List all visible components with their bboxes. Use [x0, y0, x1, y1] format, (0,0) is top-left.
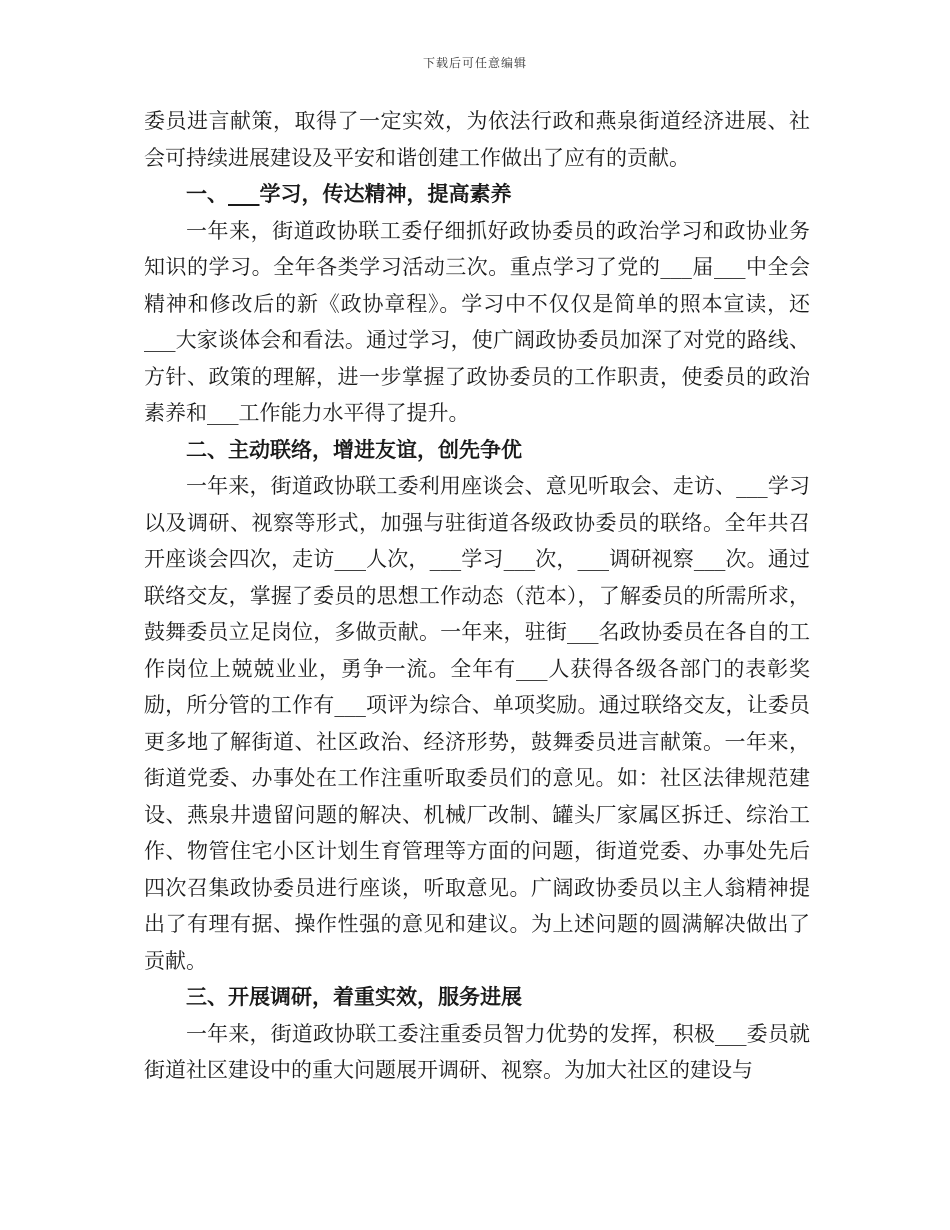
paragraph-study: 一年来，街道政协联工委仔细抓好政协委员的政治学习和政协业务知识的学习。全年各类学习活动三次。重点学习了党的___届___中全会精神和修改后的新《政协章程》。学习中不仅仅是简单的照本宣读，还___大家谈体会和看法。通过学习，使广阔政协委员加深了对党的路线、方针、政策的理解，进一步掌握了政协委员的工作职责，使委员的政治素养和___工作能力水平得了提升。	[144, 218, 810, 425]
section-heading-2: 二、主动联络，增进友谊，创先争优	[186, 436, 522, 462]
document-body	[144, 103, 810, 1089]
paragraph-research: 一年来，街道政协联工委注重委员智力优势的发挥，积极___委员就街道社区建设中的重大问题展开调研、视察。为加大社区的建设与	[144, 1021, 810, 1082]
paragraph-liaison: 一年来，街道政协联工委利用座谈会、意见听取会、走访、___学习以及调研、视察等形式，加强与驻街道各级政协委员的联络。全年共召开座谈会四次，走访___人次，___学习___次，___调研视察___次。通过联络交友，掌握了委员的思想工作动态（范本），了解委员的所需所求，鼓舞委员立足岗位，多做贡献。一年来，驻街___名政协委员在各自的工作岗位上兢兢业业，勇争一流。全年有___人获得各级各部门的表彰奖励，所分管的工作有___项评为综合、单项奖励。通过联络交友，让委员更多地了解街道、社区政治、经济形势，鼓舞委员进言献策。一年来，街道党委、办事处在工作注重听取委员们的意见。如：社区法律规范建设、燕泉井遗留问题的解决、机械厂改制、罐头厂家属区拆迁、综治工作、物管住宅小区计划生育管理等方面的问题，街道党委、办事处先后四次召集政协委员进行座谈，听取意见。广阔政协委员以主人翁精神提出了有理有据、操作性强的意见和建议。为上述问题的圆满解决做出了贡献。	[144, 474, 810, 973]
section-heading-1: 一、___学习，传达精神，提高素养	[186, 181, 512, 206]
page-header: 下载后可任意编辑	[422, 56, 527, 70]
paragraph-intro: 委员进言献策，取得了一定实效，为依法行政和燕泉街道经济进展、社会可持续进展建设及平安和谐创建工作做出了应有的贡献。	[144, 109, 810, 170]
section-heading-3: 三、开展调研，着重实效，服务进展	[186, 984, 522, 1009]
